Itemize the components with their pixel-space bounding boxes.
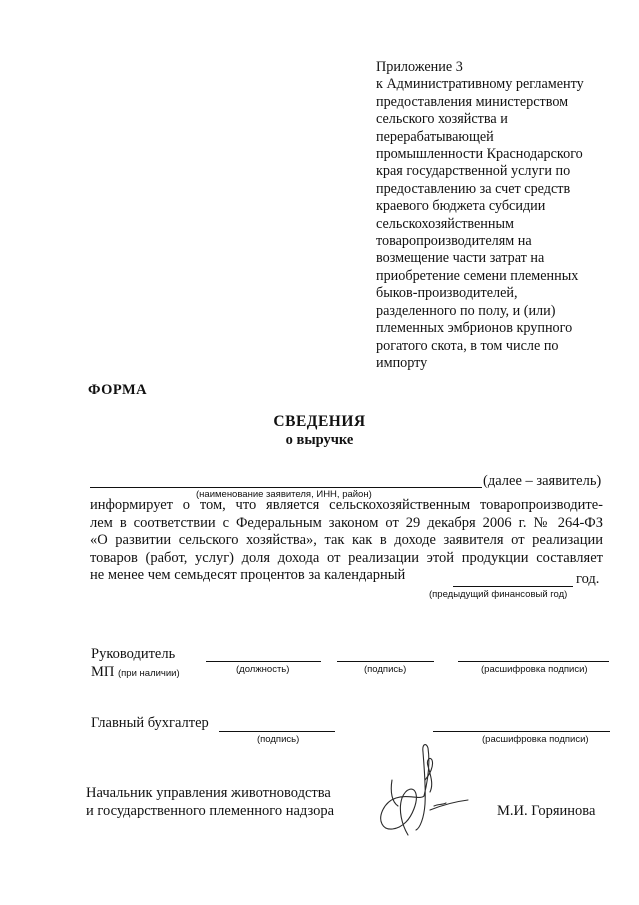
stamp-text: МП	[91, 664, 115, 680]
year-field[interactable]	[453, 586, 573, 587]
stamp-label	[91, 664, 180, 681]
body-line: товаров (работ, услуг) доля дохода от реализации этой продукции составляет	[90, 549, 603, 566]
head-position-caption: (должность)	[236, 664, 290, 675]
year-suffix: год.	[576, 571, 600, 587]
body-paragraph	[90, 497, 603, 585]
appendix-line: перерабатывающей	[376, 128, 494, 145]
accountant-title: Главный бухгалтер	[91, 715, 209, 731]
body-line: информирует о том, что является сельскохозяйственным товаропроизводите-	[90, 497, 603, 513]
head-position-field[interactable]	[206, 661, 321, 662]
appendix-line: сельского хозяйства и	[376, 111, 508, 128]
footer-position-line2: и государственного племенного надзора	[86, 803, 335, 819]
body-line: лем в соответствии с Федеральным законом от 29 декабря 2006 г. № 264-ФЗ	[90, 514, 603, 531]
head-signature-field[interactable]	[337, 661, 434, 662]
accountant-signature-caption: (подпись)	[257, 734, 300, 745]
accountant-decode-field[interactable]	[433, 731, 610, 732]
applicant-name-field[interactable]	[90, 487, 482, 488]
appendix-line: края государственной услуги по	[376, 163, 571, 180]
stamp-note: (при наличии)	[118, 668, 180, 679]
head-decode-field[interactable]	[458, 661, 609, 662]
appendix-line: предоставления министерством	[376, 93, 569, 110]
accountant-signature-field[interactable]	[219, 731, 335, 732]
appendix-line: краевого бюджета субсидии	[376, 198, 546, 215]
appendix-line: возмещение части затрат на	[376, 250, 545, 267]
body-line: «О развитии сельского хозяйства», так как в доходе заявителя от реализации	[90, 532, 603, 548]
appendix-line: товаропроизводителям на	[376, 233, 532, 250]
appendix-line: импорту	[376, 354, 428, 371]
applicant-caption: (наименование заявителя, ИНН, район)	[196, 489, 372, 500]
year-caption: (предыдущий финансовый год)	[429, 589, 568, 600]
head-decode-caption: (расшифровка подписи)	[481, 664, 588, 675]
footer-name: М.И. Горяинова	[497, 803, 596, 819]
accountant-decode-caption: (расшифровка подписи)	[482, 734, 589, 745]
appendix-header	[376, 59, 621, 372]
appendix-line: разделенного по полу, и (или)	[376, 302, 556, 319]
applicant-suffix: (далее – заявитель)	[483, 473, 602, 489]
document-title: СВЕДЕНИЯ	[273, 413, 366, 430]
appendix-line: приобретение семени племенных	[376, 267, 579, 284]
handwritten-signature	[368, 740, 478, 845]
appendix-line: быков-производителей,	[376, 285, 518, 302]
appendix-line: сельскохозяйственным	[376, 215, 515, 232]
appendix-line: к Административному регламенту	[376, 76, 584, 93]
appendix-line: промышленности Краснодарского	[376, 146, 583, 163]
document-subtitle: о выручке	[285, 432, 354, 448]
appendix-line: предоставлению за счет средств	[376, 180, 571, 197]
appendix-line: Приложение 3	[376, 59, 463, 75]
head-signature-caption: (подпись)	[364, 664, 407, 675]
body-last-line	[90, 567, 603, 585]
form-label: ФОРМА	[88, 382, 148, 398]
appendix-line: рогатого скота, в том числе по	[376, 337, 559, 354]
footer-position-line1: Начальник управления животноводства	[86, 785, 331, 801]
appendix-line: племенных эмбрионов крупного	[376, 320, 573, 337]
head-title: Руководитель	[91, 646, 176, 662]
body-last-line-text: не менее чем семьдесят процентов за календарный	[90, 567, 406, 583]
